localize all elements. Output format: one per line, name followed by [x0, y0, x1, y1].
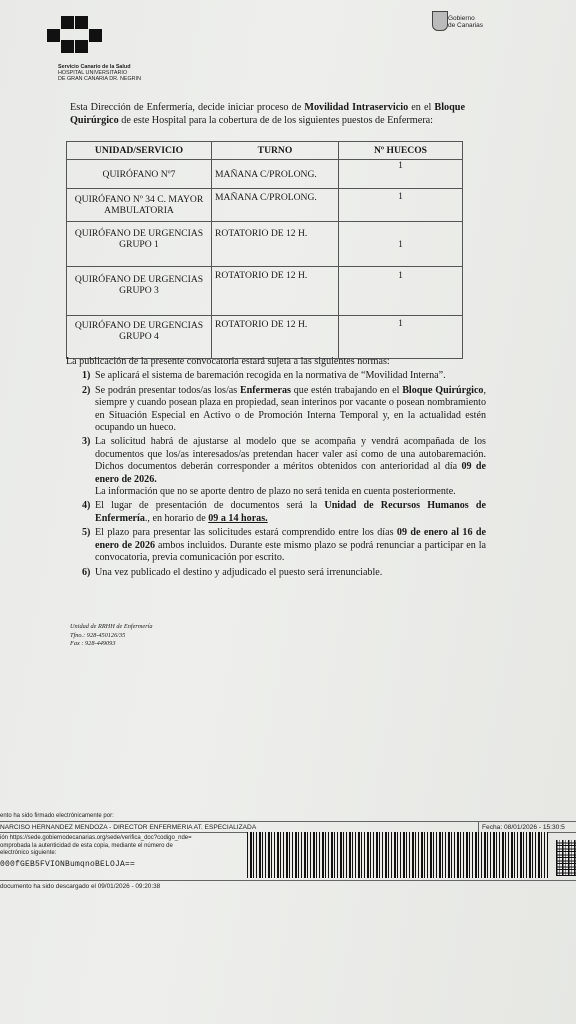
- rule-text: El lugar de presentación de documentos será la: [95, 500, 325, 512]
- rule-text: La información que no se aporte dentro de plazo no será tenida en cuenta posteriormente.: [95, 486, 456, 498]
- signer-name: NARCISO HERNANDEZ MENDOZA - DIRECTOR ENFERMERIA AT. ESPECIALIZADA: [0, 824, 257, 831]
- rule-text: El plazo para presentar las solicitudes estará comprendido entre los días: [95, 527, 397, 539]
- sign-line-3: Fax : 928-449093: [70, 640, 116, 647]
- intro-text-3: de este Hospital para la cobertura de de los siguientes puestos de Enfermera:: [118, 114, 433, 126]
- intro-bold-2: Bloque Quirúrgico: [70, 102, 465, 126]
- rule-bold: Unidad de Recursos Humanos de Enfermería: [95, 500, 486, 524]
- rule-item: [66, 385, 486, 435]
- cell-turno: ROTATORIO DE 12 H.: [212, 316, 339, 359]
- rule-item: [66, 500, 486, 525]
- col-header-turno: TURNO: [212, 142, 339, 160]
- download-note: documento ha sido descargado el 09/01/2026 - 09:20:38: [0, 883, 161, 890]
- rule-number: 5): [82, 527, 91, 539]
- cell-unit: QUIRÓFANO Nº7: [67, 160, 212, 189]
- verify-line-3: electrónico siguiente:: [0, 850, 57, 857]
- qr-code: [556, 840, 576, 876]
- gov-logo-text: [448, 15, 483, 29]
- gov-line-2: de Canarias: [448, 22, 484, 29]
- col-header-huecos: Nº HUECOS: [339, 142, 463, 160]
- intro-text-2: en el: [408, 102, 435, 113]
- org-line-1: Servicio Canario de la Salud: [58, 64, 131, 70]
- rule-number: 1): [82, 370, 91, 382]
- col-header-unit: UNIDAD/SERVICIO: [67, 142, 212, 160]
- cell-huecos: 1: [339, 222, 463, 267]
- table-row: [67, 160, 463, 189]
- cell-unit: QUIRÓFANO DE URGENCIAS GRUPO 1: [67, 222, 212, 267]
- intro-bold-1: Movilidad Intraservicio: [304, 102, 409, 113]
- intro-paragraph: [70, 102, 465, 127]
- cell-turno: ROTATORIO DE 12 H.: [212, 267, 339, 316]
- cell-huecos: 1: [339, 160, 463, 189]
- table-row: [67, 189, 463, 222]
- rule-bold: 09 de enero al 16 de enero de 2026: [95, 527, 486, 551]
- rule-text: Se podrán presentar todos/as los/as: [95, 384, 240, 396]
- table-row: [67, 222, 463, 267]
- cell-turno: MAÑANA C/PROLONG.: [212, 160, 339, 189]
- rule-item: [66, 436, 486, 498]
- rule-item: [66, 567, 486, 579]
- cell-unit: QUIRÓFANO Nº 34 C. MAYOR AMBULATORIA: [67, 189, 212, 222]
- rule-text: La solicitud habrá de ajustarse al modelo que se acompaña y vendrá acompañada de los documentos que los/as interesados/as pretendan hacer valer así como de una autobaremación. Dichos documentos deberán corresponder a méritos obtenidos con anterioridad al día: [95, 436, 486, 473]
- rule-number: 4): [82, 500, 91, 512]
- cell-turno: ROTATORIO DE 12 H.: [212, 222, 339, 267]
- rules-section: [66, 356, 486, 581]
- barcode: [247, 832, 548, 878]
- signature-date: Fecha: 08/01/2026 - 15:30:5: [482, 824, 565, 831]
- verify-line-2: omprobada la autenticidad de esta copia, mediante el número de: [0, 842, 173, 849]
- rule-bold: Enfermeras: [239, 384, 291, 396]
- cell-huecos: 1: [339, 267, 463, 316]
- rule-item: [66, 527, 486, 564]
- verification-code: 000fGEB5FVIONBumqnoBELOJA==: [0, 860, 136, 869]
- rule-text: Se aplicará el sistema de baremación recogida en la normativa de “Movilidad Interna”.: [95, 370, 446, 382]
- rule-text: ., en horario de: [144, 512, 209, 524]
- cell-unit: QUIRÓFANO DE URGENCIAS GRUPO 3: [67, 267, 212, 316]
- table-row: [67, 316, 463, 359]
- intro-text-1: Esta Dirección de Enfermería, decide iniciar proceso de: [70, 102, 305, 113]
- org-line-2: HOSPITAL UNIVERSITARIO: [58, 70, 128, 76]
- signature-block: [70, 623, 153, 649]
- org-line-3: DE GRAN CANARIA DR. NEGRIN: [58, 76, 141, 82]
- sign-line-2: Tfno.: 928-450126/35: [70, 631, 126, 639]
- positions-table: [66, 141, 463, 359]
- cell-unit: QUIRÓFANO DE URGENCIAS GRUPO 4: [67, 316, 212, 359]
- rule-text: que estén trabajando en el: [290, 384, 403, 396]
- rule-bold: 09 de enero de 2026.: [95, 461, 486, 485]
- cell-huecos: 1: [339, 189, 463, 222]
- sign-line-1: Unidad de RRHH de Enfermería: [70, 623, 153, 630]
- rule-bold: Bloque Quirúrgico: [402, 384, 484, 396]
- rule-number: 6): [82, 566, 91, 578]
- rule-text: , siempre y cuando posean plaza en propiedad, sean interinos por vacante o posean nombramiento en Situación Especial en Activo o de Promoción Interna Temporal y, en la actualidad estén ocupando un hueco.: [95, 384, 486, 434]
- verification-text: [0, 835, 240, 858]
- coat-of-arms-icon: [432, 11, 448, 31]
- gov-line-1: Gobierno: [448, 15, 475, 22]
- rule-text: Una vez publicado el destino y adjudicado el puesto será irrenunciable.: [95, 566, 383, 578]
- rules-lead: La publicación de la presente convocatoria estará sujeta a las siguientes normas:: [66, 356, 390, 367]
- table-row: [67, 267, 463, 316]
- cell-huecos: 1: [339, 316, 463, 359]
- rule-bold: 09 a 14 horas.: [208, 512, 268, 524]
- rule-number: 3): [82, 436, 91, 448]
- hospital-name: [58, 64, 141, 82]
- table-header-row: [67, 142, 463, 160]
- verify-line-1: ión https://sede.gobiernodecanarias.org/sede/verifica_doc?codigo_nde=: [0, 835, 192, 841]
- rule-text: ambos incluidos. Durante este mismo plazo se podrá renunciar a participar en la convocatoria, previa comunicación por escrito.: [95, 539, 486, 564]
- rule-number: 2): [82, 384, 91, 396]
- cell-turno: MAÑANA C/PROLONG.: [212, 189, 339, 222]
- signed-label: ento ha sido firmado electrónicamente por:: [0, 813, 114, 819]
- rule-item: [66, 370, 486, 382]
